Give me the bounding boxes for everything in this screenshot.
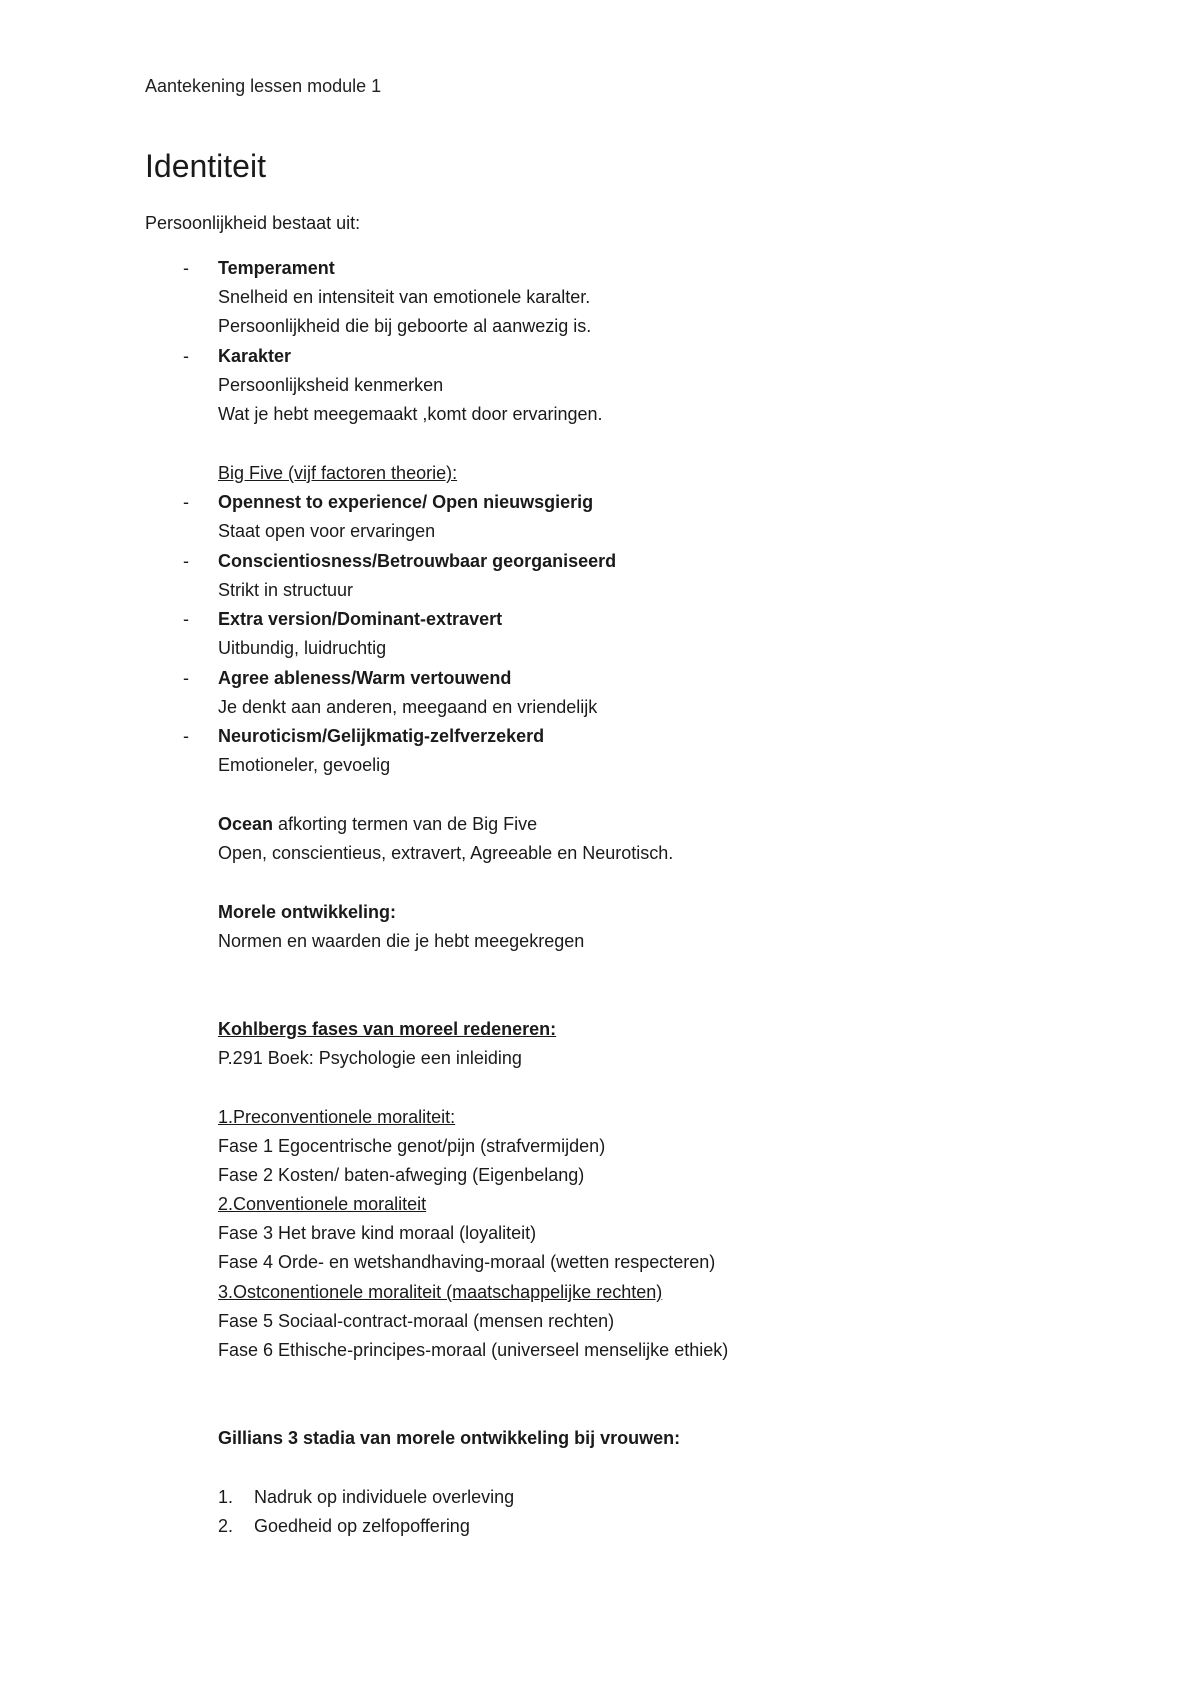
intro-text: Persoonlijkheid bestaat uit: xyxy=(145,213,361,233)
bullet-dash: - xyxy=(183,609,189,629)
list-number: 2. xyxy=(218,1516,234,1536)
bigfive-item-desc: Emotioneler, gevoelig xyxy=(218,755,391,775)
morele-line: Normen en waarden die je hebt meegekregen xyxy=(218,931,585,951)
ocean-rest: afkorting termen van de Big Five xyxy=(273,814,538,834)
karakter-heading: Karakter xyxy=(218,346,292,366)
list-number: 1. xyxy=(218,1487,234,1507)
list-item: Goedheid op zelfopoffering xyxy=(254,1516,470,1536)
bigfive-item-desc: Strikt in structuur xyxy=(218,580,354,600)
kohlberg-fase: Fase 6 Ethische-principes-moraal (universeel menselijke ethiek) xyxy=(218,1340,729,1360)
bigfive-item-desc: Je denkt aan anderen, meegaand en vriendelijk xyxy=(218,697,598,717)
morele-heading: Morele ontwikkeling: xyxy=(218,902,397,922)
bigfive-item-title: Neuroticism/Gelijkmatig-zelfverzekerd xyxy=(218,726,545,746)
page-title: Identiteit xyxy=(145,148,266,184)
ocean-bold: Ocean xyxy=(218,814,274,834)
kohlberg-level: 2.Conventionele moraliteit xyxy=(218,1194,427,1214)
page-header: Aantekening lessen module 1 xyxy=(145,76,382,96)
bullet-dash: - xyxy=(183,726,189,746)
kohlberg-level: 1.Preconventionele moraliteit: xyxy=(218,1107,456,1127)
kohlberg-fase: Fase 3 Het brave kind moraal (loyaliteit) xyxy=(218,1223,537,1243)
bullet-dash: - xyxy=(183,668,189,688)
kohlberg-fase: Fase 4 Orde- en wetshandhaving-moraal (wetten respecteren) xyxy=(218,1252,716,1272)
kohlberg-fase: Fase 1 Egocentrische genot/pijn (strafvermijden) xyxy=(218,1136,606,1156)
kohlberg-heading: Kohlbergs fases van moreel redeneren: xyxy=(218,1019,557,1039)
temperament-line: Persoonlijkheid die bij geboorte al aanwezig is. xyxy=(218,316,592,336)
bigfive-item-title: Opennest to experience/ Open nieuwsgierig xyxy=(218,492,594,512)
bigfive-item-title: Agree ableness/Warm vertouwend xyxy=(218,668,512,688)
kohlberg-fase: Fase 2 Kosten/ baten-afweging (Eigenbelang) xyxy=(218,1165,585,1185)
bullet-dash: - xyxy=(183,346,189,366)
bigfive-item-desc: Uitbundig, luidruchtig xyxy=(218,638,387,658)
kohlberg-fase: Fase 5 Sociaal-contract-moraal (mensen rechten) xyxy=(218,1311,615,1331)
karakter-line: Persoonlijksheid kenmerken xyxy=(218,375,444,395)
gillian-heading: Gillians 3 stadia van morele ontwikkeling bij vrouwen: xyxy=(218,1428,681,1448)
bigfive-item-title: Conscientiosness/Betrouwbaar georganiseerd xyxy=(218,551,617,571)
temperament-heading: Temperament xyxy=(218,258,335,278)
kohlberg-ref: P.291 Boek: Psychologie een inleiding xyxy=(218,1048,522,1068)
ocean-line2: Open, conscientieus, extravert, Agreeable en Neurotisch. xyxy=(218,843,674,863)
temperament-line: Snelheid en intensiteit van emotionele karalter. xyxy=(218,287,591,307)
kohlberg-level: 3.Ostconentionele moraliteit (maatschappelijke rechten) xyxy=(218,1282,663,1302)
bullet-dash: - xyxy=(183,258,189,278)
ocean-line xyxy=(218,813,537,835)
list-item: Nadruk op individuele overleving xyxy=(254,1487,515,1507)
bigfive-item-desc: Staat open voor ervaringen xyxy=(218,521,436,541)
bullet-dash: - xyxy=(183,492,189,512)
bigfive-heading: Big Five (vijf factoren theorie): xyxy=(218,463,458,483)
bigfive-item-title: Extra version/Dominant-extravert xyxy=(218,609,503,629)
karakter-line: Wat je hebt meegemaakt ,komt door ervaringen. xyxy=(218,404,603,424)
bullet-dash: - xyxy=(183,551,189,571)
